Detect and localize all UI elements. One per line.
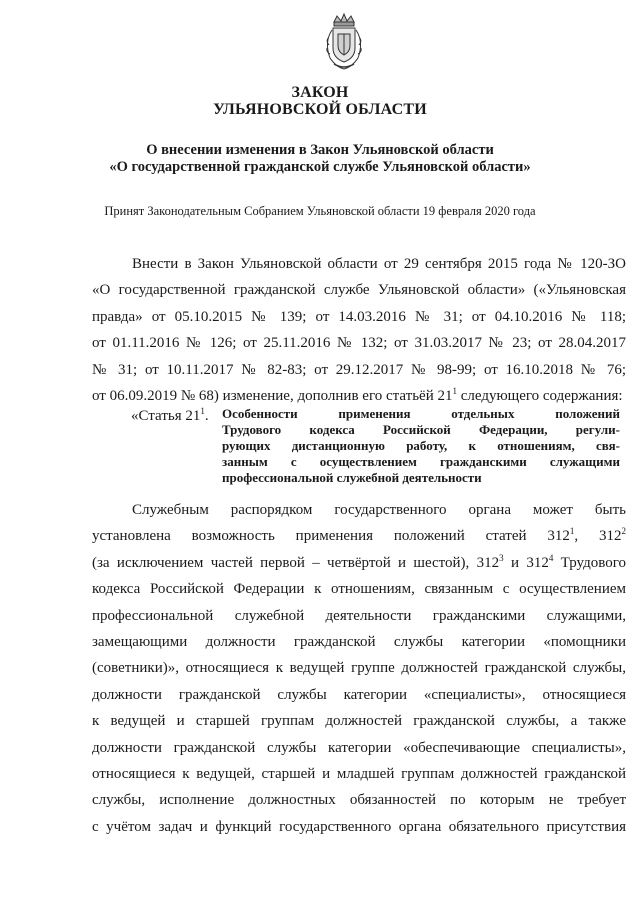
superscript: 2 xyxy=(621,526,626,537)
superscript: 4 xyxy=(548,552,554,563)
body-line: Служебным распорядком государственного органа может быть xyxy=(132,502,626,518)
body-line: (советники)», относящиеся к ведущей группе должностей гражданской службы, xyxy=(92,660,626,677)
body-line-text: и 312 xyxy=(503,554,549,571)
intro-line: Внести в Закон Ульяновской области от 29 сентября 2015 года № 120-ЗО xyxy=(132,256,626,272)
article-body-paragraph xyxy=(92,497,626,840)
superscript: 3 xyxy=(499,552,504,563)
intro-last-line-text: от 06.09.2019 № 68) изменение, дополнив его статьёй 21 xyxy=(92,387,453,404)
article-title-line: профессиональной служебной деятельности xyxy=(222,470,482,485)
body-line-text: установлена возможность применения положений статей 312 xyxy=(92,528,570,545)
body-line: должности гражданской службы категории «обеспечивающие специалисты», xyxy=(92,739,626,756)
body-line xyxy=(92,550,626,576)
article-label-superscript: 1 xyxy=(200,406,205,416)
body-line-text: (за исключением частей первой – четвёртой и шестой), 312 xyxy=(92,554,500,571)
body-line-text: , 312 xyxy=(574,528,622,545)
intro-paragraph xyxy=(92,251,626,409)
article-title-line: Особенности применения отдельных положений xyxy=(222,406,620,421)
article-title-line: занным с осуществлением гражданскими служащими xyxy=(222,454,620,469)
article-label xyxy=(131,408,209,425)
body-line: службы, исполнение должностных обязанностей по которым не требует xyxy=(92,792,626,809)
article-number-superscript: 1 xyxy=(452,385,457,396)
coat-of-arms-emblem xyxy=(322,12,366,72)
body-line: кодекса Российской Федерации к отношениям, связанным с осуществлением xyxy=(92,581,626,598)
article-label-suffix: . xyxy=(204,408,209,424)
body-line: относящиеся к ведущей, старшей и младшей группам должностей гражданской xyxy=(92,765,626,782)
article-title-line: рующих дистанционную работу, к отношениям, свя- xyxy=(222,438,620,453)
article-title-line: Трудового кодекса Российской Федерации, регули- xyxy=(222,422,620,437)
law-subtitle-line-1: О внесении изменения в Закон Ульяновской области xyxy=(146,142,494,158)
body-line: с учётом задач и функций государственного органа обязательного присутствия xyxy=(92,818,626,835)
region-heading: УЛЬЯНОВСКОЙ ОБЛАСТИ xyxy=(213,101,427,118)
adoption-note: Принят Законодательным Собранием Ульяновской области 19 февраля 2020 года xyxy=(104,204,536,218)
intro-line: правда» от 05.10.2015 № 139; от 14.03.2016 № 31; от 04.10.2016 № 118; xyxy=(92,308,626,325)
intro-line: от 01.11.2016 № 126; от 25.11.2016 № 132; от 31.03.2017 № 23; от 28.04.2017 xyxy=(92,335,626,352)
intro-last-line-text-end: следующего содержания: xyxy=(456,387,623,404)
article-title xyxy=(222,406,620,486)
intro-line: № 31; от 10.11.2017 № 82-83; от 29.12.2017 № 98-99; от 16.10.2018 № 76; xyxy=(92,361,626,378)
law-heading: ЗАКОН xyxy=(291,84,349,101)
body-line: должности гражданской службы категории «специалисты», относящиеся xyxy=(92,686,626,703)
body-line-text: Трудового xyxy=(553,554,627,571)
body-line: к ведущей и старшей группам должностей гражданской службы, а также xyxy=(92,713,626,730)
superscript: 1 xyxy=(569,526,575,537)
intro-line: «О государственной гражданской службе Ульяновской области» («Ульяновская xyxy=(92,282,626,299)
body-line: замещающими должности гражданской службы категории «помощники xyxy=(92,633,626,650)
body-line: профессиональной служебной деятельности гражданскими служащими, xyxy=(92,607,626,624)
body-line xyxy=(92,523,626,549)
article-label-text: «Статья 21 xyxy=(131,408,201,424)
law-subtitle-line-2: «О государственной гражданской службе Ульяновской области» xyxy=(109,159,531,175)
